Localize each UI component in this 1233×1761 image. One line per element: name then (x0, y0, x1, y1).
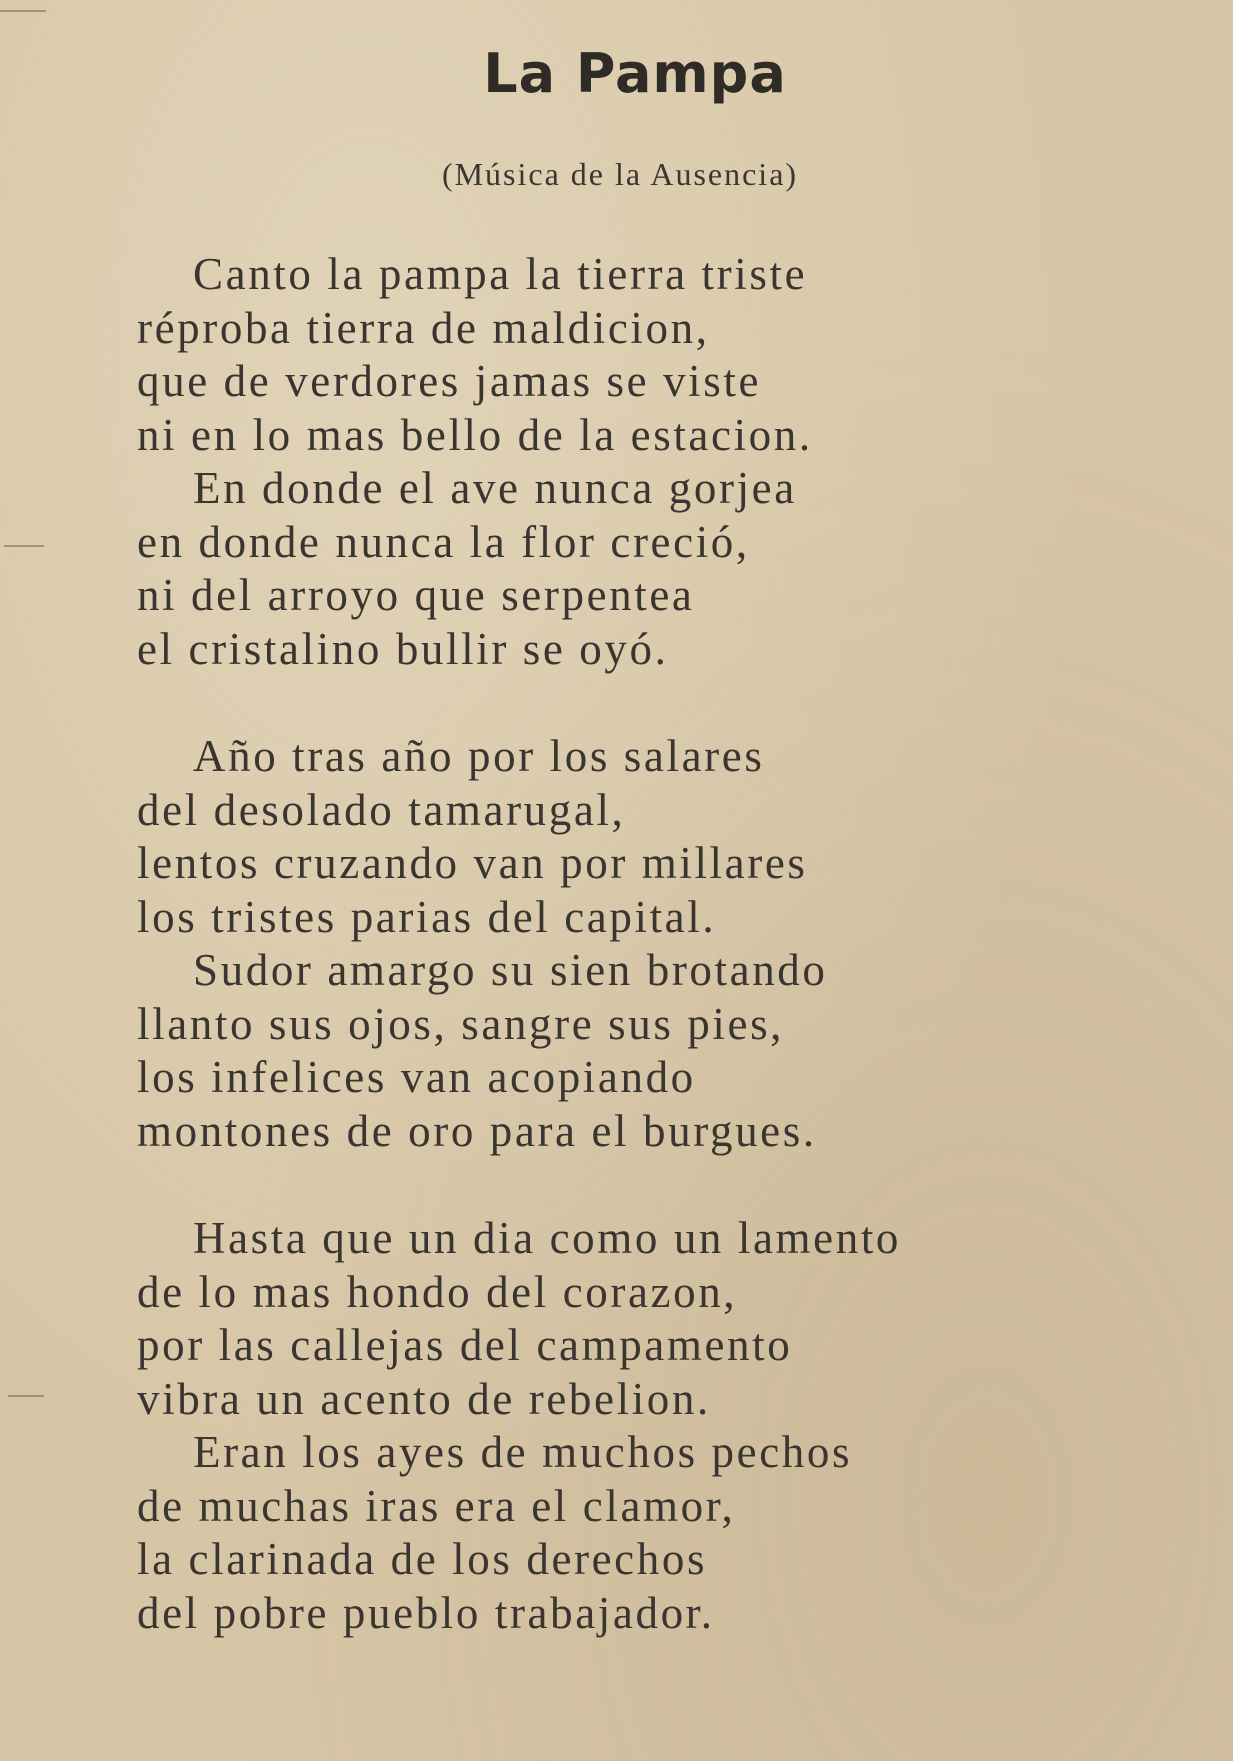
poem-line: Año tras año por los salares (193, 731, 765, 781)
poem-line: que de verdores jamas se viste (137, 356, 762, 406)
margin-mark (8, 1395, 44, 1397)
poem-line: la clarinada de los derechos (137, 1534, 708, 1584)
poem-line: En donde el ave nunca gorjea (193, 463, 797, 513)
poem-line: réproba tierra de maldicion, (137, 302, 710, 353)
poem-line: del desolado tamarugal, (137, 784, 626, 835)
poem-line: por las callejas del campamento (137, 1320, 793, 1370)
poem-line: del pobre pueblo trabajador. (137, 1587, 715, 1638)
margin-mark (0, 10, 46, 12)
poem-line: Hasta que un dia como un lamento (193, 1213, 902, 1263)
poem-line: Canto la pampa la tierra triste (193, 249, 808, 299)
stanza (137, 248, 1137, 676)
poem-line: ni en lo mas bello de la estacion. (137, 409, 813, 460)
poem-line: montones de oro para el burgues. (137, 1105, 817, 1156)
poem-line: de muchas iras era el clamor, (137, 1480, 736, 1531)
stanza (137, 1212, 1137, 1640)
poem-line: vibra un acento de rebelion. (137, 1373, 711, 1424)
poem-line: los tristes parias del capital. (137, 891, 717, 942)
poem-line: los infelices van acopiando (137, 1052, 696, 1102)
poem-line: Sudor amargo su sien brotando (193, 945, 828, 995)
margin-mark (4, 545, 44, 547)
poem-line: lentos cruzando van por millares (137, 838, 808, 888)
poem-subtitle: (Música de la Ausencia) (441, 156, 799, 192)
poem-title: La Pampa (483, 42, 787, 105)
poem-line: el cristalino bullir se oyó. (137, 623, 669, 674)
poem-line: en donde nunca la flor creció, (137, 516, 750, 567)
poem-line: llanto sus ojos, sangre sus pies, (137, 998, 785, 1049)
stanza (137, 730, 1137, 1158)
poem-line: Eran los ayes de muchos pechos (193, 1427, 853, 1477)
poem-body (137, 248, 1137, 1640)
poem-line: de lo mas hondo del corazon, (137, 1266, 738, 1317)
poem-line: ni del arroyo que serpentea (137, 570, 695, 620)
